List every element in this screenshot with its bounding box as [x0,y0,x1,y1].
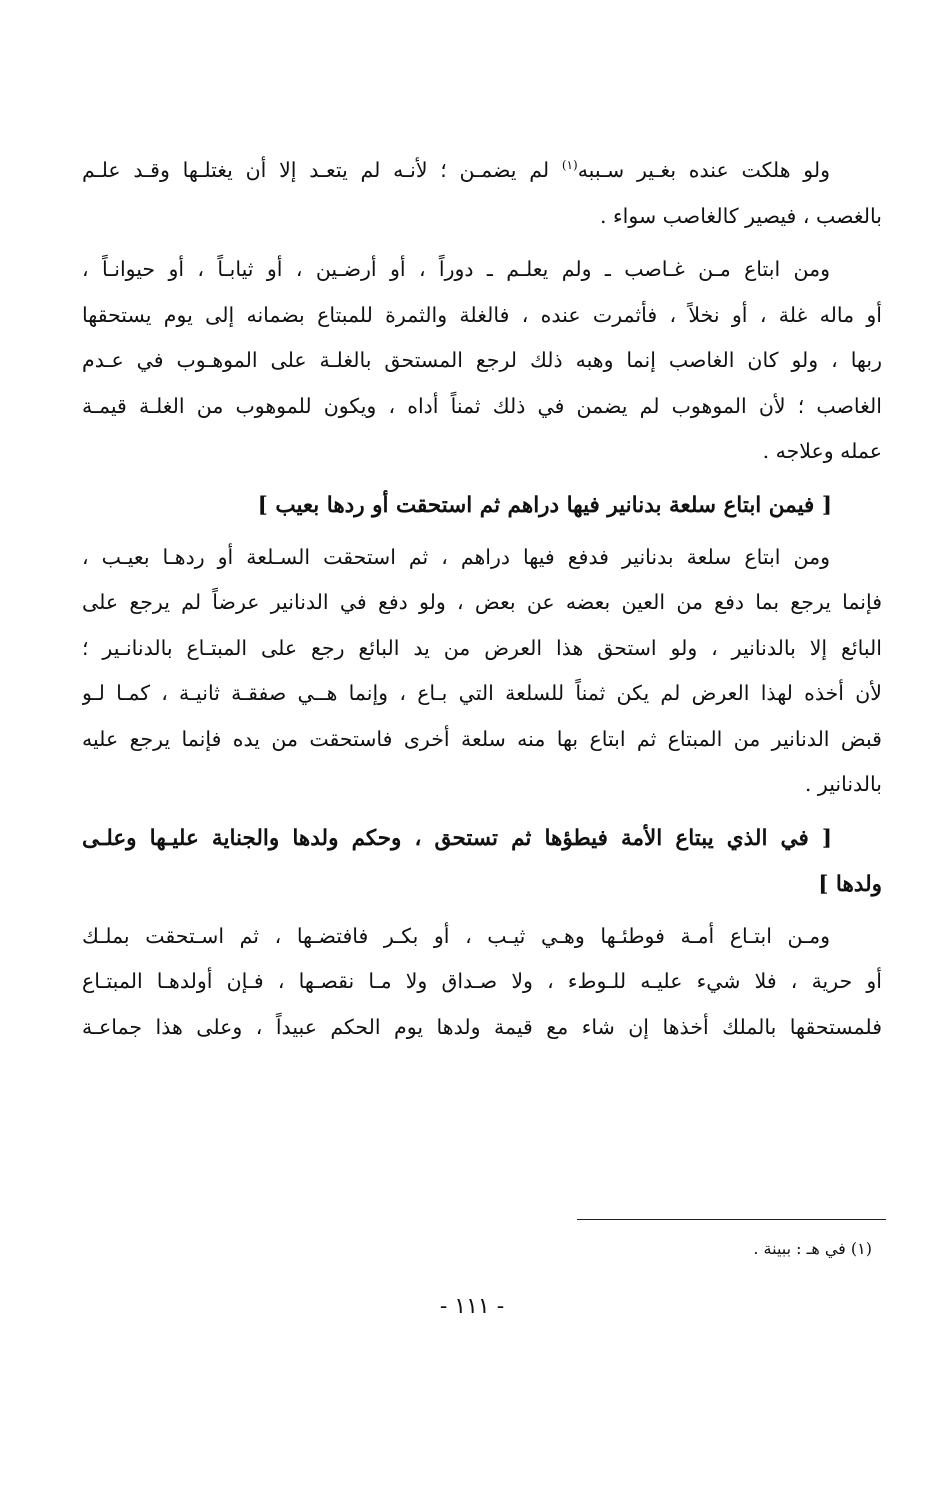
paragraph-2-cont [82,293,882,475]
text-line: ومـن ابتـاع أمـة فوطئـها وهـي ثيـب ، أو بكـر فافتضـها ، ثم اسـتحقت بملـك [82,923,830,948]
text-line: الغاصب ؛ لأن الموهوب لم يضمن في ذلك ثمناً أداه ، ويكون للموهوب من الغلـة قيمـة [82,393,882,418]
text-line: البائع إلا بالدنانير ، ولو استحق هذا العرض من يد البائع رجع على المبتـاع بالدنانـير ؛ [82,635,882,660]
text-line: أو حرية ، فلا شيء عليـه للـوطء ، ولا صـداق ولا مـا نقصـها ، فـإن أولدهـا المبتـاع [82,969,882,993]
heading-line: ولدها ] [818,871,882,897]
text-line: بالغصب ، فيصير كالغاصب سواء . [600,203,882,228]
heading-line: [ فيمن ابتاع سلعة بدنانير فيها دراهم ثم استحقت أو ردها بعيب ] [257,492,832,518]
text-line: بالدنانير . [804,772,882,796]
text-line: ومن ابتاع سلعة بدنانير فدفع فيها دراهم ، ثم استحقت السـلعة أو ردهـا بعيـب ، [82,544,830,569]
footnote: (١) في هـ : ببينة . [753,1239,872,1258]
text-line: لأن أخذه لهذا العرض لم يكن ثمناً للسلعة التي بـاع ، وإنما هــي صفقـة ثانيـة ، كمـا لـو [82,681,882,705]
paragraph-3-cont [82,580,882,808]
paragraph-3 [82,535,882,581]
page-body [82,148,882,1050]
text-line: أو ماله غلة ، أو نخلاً ، فأثمرت عنده ، فالغلة والثمرة للمبتاع بضمانه إلى يوم يستحقها [82,302,882,327]
section-heading-1 [82,483,882,529]
paragraph-1 [82,148,882,194]
section-heading-2 [82,816,882,908]
text-line [82,148,830,194]
footnote-separator [577,1219,886,1220]
text-line: فلمستحقها بالملك أخذها إن شاء مع قيمة ولدها يوم الحكم عبيداً ، وعلى هذا جماعـة [82,1014,882,1039]
heading-line: [ في الذي يبتاع الأمة فيطؤها ثم تستحق ، وحكم ولدها والجناية عليـها وعلـى [82,825,832,851]
text-line: ومن ابتاع مـن غـاصب ـ ولم يعلـم ـ دوراً ، أو أرضـين ، أو ثيابـاً ، أو حيوانـاً ، [82,257,830,281]
text-line: عمله وعلاجه . [762,439,882,463]
text-segment: لم يضمـن ؛ لأنـه لم يتعـد إلا أن يغتلـها وقـد علـم [82,158,562,182]
paragraph-1-cont [82,194,882,240]
paragraph-4-cont [82,959,882,1050]
text-line: قبض الدنانير من المبتاع ثم ابتاع بها منه سلعة أخرى فاستحقت من يده فإنما يرجع عليه [82,726,882,751]
paragraph-2 [82,247,882,293]
text-line: ربها ، ولو كان الغاصب إنما وهبه ذلك لرجع المستحق بالغلـة على الموهـوب في عـدم [82,348,882,372]
paragraph-4 [82,914,882,960]
text-segment: ولو هلكت عنده بغـير سـببه [577,158,830,182]
page-number: - ١١١ - [439,1294,505,1319]
text-line: فإنما يرجع بما دفع من العين بعضه عن بعض ، ولو دفع في الدنانير عرضاً لم يرجع على [82,590,882,614]
footnote-marker: (١) [561,158,578,173]
